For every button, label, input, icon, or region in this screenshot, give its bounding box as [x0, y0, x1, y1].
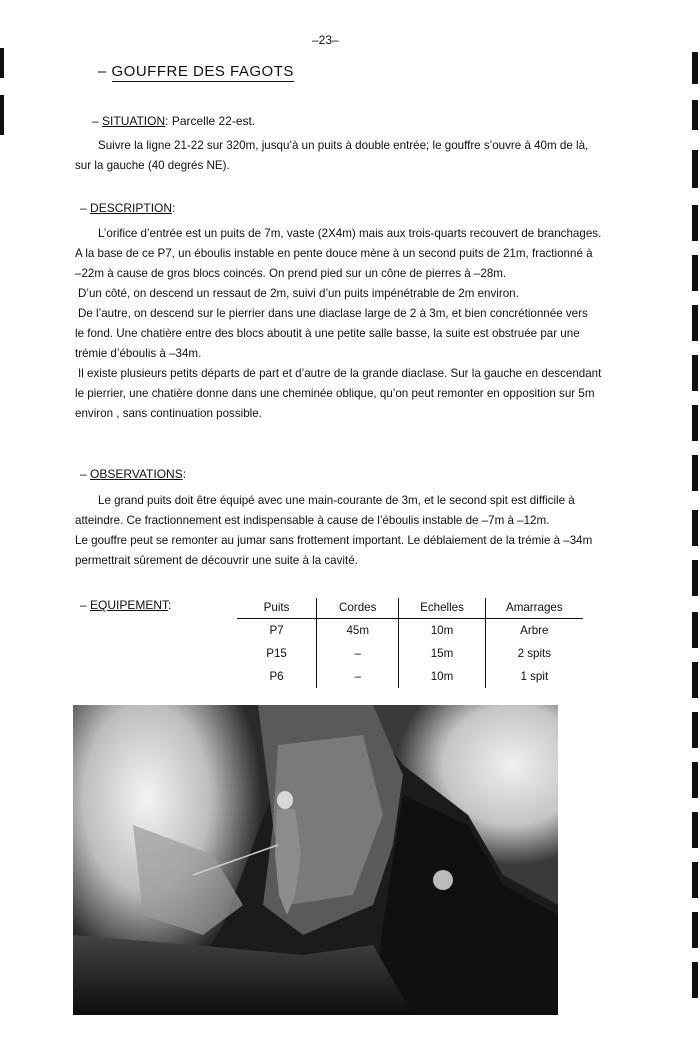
equipement-colon: : — [168, 598, 172, 612]
description-line: Il existe plusieurs petits départs de part et d’autre de la grande diaclase. Sur la gauche en descendant — [78, 367, 602, 380]
table-cell: Arbre — [485, 619, 583, 643]
title-text: GOUFFRE DES FAGOTS — [111, 63, 294, 80]
observations-colon: : — [182, 467, 187, 481]
edge-mark — [692, 205, 698, 241]
edge-mark — [692, 712, 698, 748]
description-line: –22m à cause de gros blocs coincés. On prend pied sur un cône de pierres à –28m. — [75, 267, 507, 280]
table-cell: – — [317, 642, 399, 665]
table-cell: – — [317, 665, 399, 688]
observations-paragraph — [75, 491, 592, 571]
table-cell: P15 — [266, 647, 287, 660]
edge-mark — [692, 662, 698, 698]
table-header-cell: Cordes — [317, 598, 399, 619]
observations-dash: – — [80, 467, 87, 481]
edge-mark — [692, 612, 698, 648]
description-label: DESCRIPTION — [90, 201, 173, 215]
cave-photo-image — [73, 705, 558, 1015]
table-cell: 15m — [399, 642, 485, 665]
edge-mark — [692, 762, 698, 798]
equipement-table — [237, 598, 583, 688]
table-cell: 10m — [399, 665, 485, 688]
equipement-dash: – — [80, 598, 87, 612]
table-row — [237, 619, 583, 643]
title-dash: – — [98, 63, 107, 80]
description-line: D’un côté, on descend un ressaut de 2m, suivi d’un puits impénétrable de 2m environ. — [78, 287, 519, 300]
observations-heading — [80, 467, 186, 481]
description-paragraph — [75, 224, 601, 424]
table-cell: 45m — [317, 619, 399, 643]
observations-line: permettrait sûrement de découvrir une suite à la cavité. — [75, 554, 358, 567]
observations-line: Le gouffre peut se remonter au jumar sans frottement important. Le déblaiement de la trémie à –34m — [75, 534, 593, 547]
table-header-cell: Echelles — [399, 598, 485, 619]
table-cell: 10m — [399, 619, 485, 643]
description-line: De l’autre, on descend sur le pierrier dans une diaclase large de 2 à 3m, et bien concrétionnée vers — [78, 307, 588, 320]
description-dash: – — [80, 201, 87, 215]
cave-photograph — [73, 705, 558, 1015]
description-line: L’orifice d’entrée est un puits de 7m, vaste (2X4m) mais aux trois-quarts recouvert de branchages. — [98, 227, 602, 240]
description-line: trémie d’éboulis à –34m. — [75, 347, 202, 360]
edge-mark — [692, 812, 698, 848]
observations-label: OBSERVATIONS — [90, 467, 183, 481]
table-header-row — [237, 598, 583, 619]
edge-mark — [692, 962, 698, 998]
table-cell: 2 spits — [485, 642, 583, 665]
edge-mark — [692, 52, 698, 84]
equipement-label: EQUIPEMENT — [90, 598, 169, 612]
edge-mark — [0, 95, 4, 135]
edge-mark — [692, 355, 698, 391]
page-number: –23– — [312, 33, 339, 47]
situation-line: sur la gauche (40 degrés NE). — [75, 159, 230, 172]
edge-mark — [692, 305, 698, 341]
page-title — [98, 63, 294, 80]
description-line: le fond. Une chatière entre des blocs aboutit à une petite salle basse, la suite est obstruée par une — [75, 327, 580, 340]
edge-mark — [692, 510, 698, 546]
table-header-cell: Puits — [237, 598, 317, 619]
edge-mark — [692, 912, 698, 948]
situation-dash: – — [92, 114, 99, 128]
table-cell: P7 — [269, 624, 284, 637]
edge-mark — [692, 455, 698, 491]
table-cell: 1 spit — [485, 665, 583, 688]
edge-mark — [692, 405, 698, 441]
table-header-cell: Amarrages — [485, 598, 583, 619]
situation-paragraph — [75, 136, 588, 176]
edge-mark — [0, 48, 4, 78]
description-colon: : — [172, 201, 176, 215]
situation-heading — [92, 114, 255, 128]
description-line: le pierrier, une chatière donne dans une cheminée oblique, qu’on peut remonter en opposition sur 5m — [75, 387, 595, 400]
table-cell: P6 — [269, 670, 284, 683]
situation-line: Suivre la ligne 21-22 sur 320m, jusqu’à un puits à double entrée; le gouffre s’ouvre à 40m de là, — [98, 139, 589, 152]
description-line: environ , sans continuation possible. — [75, 407, 262, 420]
description-line: A la base de ce P7, un éboulis instable en pente douce mène à un second puits de 21m, fractionné à — [75, 247, 593, 260]
edge-mark — [692, 862, 698, 898]
situation-value: : Parcelle 22-est. — [165, 114, 256, 128]
edge-mark — [692, 255, 698, 291]
table-row — [237, 642, 583, 665]
observations-line: Le grand puits doit être équipé avec une main-courante de 3m, et le second spit est difficile à — [98, 494, 575, 507]
observations-line: atteindre. Ce fractionnement est indispensable à cause de l’éboulis instable de –7m à –12m. — [75, 514, 550, 527]
edge-mark — [692, 560, 698, 596]
situation-label: SITUATION — [102, 114, 166, 128]
equipement-heading — [80, 598, 171, 612]
edge-mark — [692, 100, 698, 130]
description-heading — [80, 201, 175, 215]
table-row — [237, 665, 583, 688]
edge-mark — [692, 150, 698, 188]
